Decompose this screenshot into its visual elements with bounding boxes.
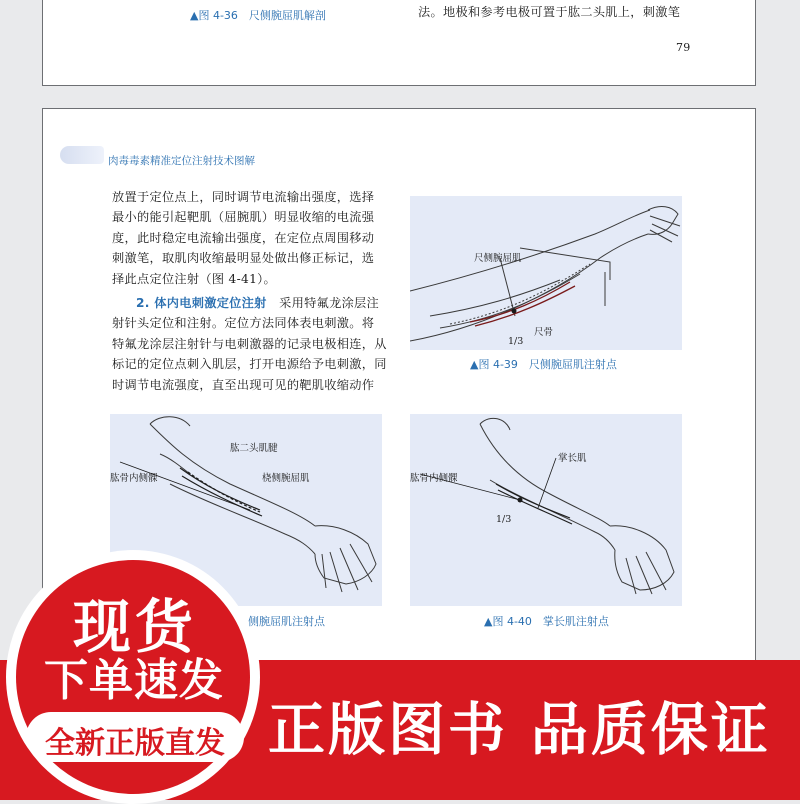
label-fraction: 1/3 xyxy=(508,336,524,347)
paragraph-1-line: 刺激笔，取肌肉收缩最明显处做出修正标记，选 xyxy=(112,251,375,266)
paragraph-1-line: 择此点定位注射（图 4-41）。 xyxy=(112,271,277,286)
page-number: 79 xyxy=(676,41,691,54)
paragraph-2-line: 特氟龙涂层注射针与电刺激器的记录电极相连，从 xyxy=(112,336,387,351)
header-decoration xyxy=(60,146,104,164)
label-muscle: 掌长肌 xyxy=(558,453,587,464)
injection-point-marker xyxy=(518,498,523,503)
figure-4-40-illustration xyxy=(410,414,682,606)
paragraph-1 xyxy=(112,187,392,395)
paragraph-2-first-text: 采用特氟龙涂层注 xyxy=(266,296,380,311)
figure-4-39-illustration xyxy=(410,196,682,350)
paragraph-2-line: 时调节电流强度，直至出现可见的靶肌收缩动作 xyxy=(112,377,375,392)
promo-badge-line2: 下单速发 xyxy=(44,655,224,706)
paragraph-2-heading: 2. 体内电刺激定位注射 xyxy=(136,296,267,311)
figure-caption-4-36: ▲图 4-36 尺侧腕屈肌解剖 xyxy=(190,9,326,22)
label-fraction: 1/3 xyxy=(496,514,512,525)
figure-caption-4-39: ▲图 4-39 尺侧腕屈肌注射点 xyxy=(470,358,617,371)
label-biceps-tendon: 肱二头肌腱 xyxy=(230,443,278,454)
top-page-text-line: 法。地极和参考电极可置于肱二头肌上，刺激笔 xyxy=(418,5,681,19)
arm-drawing xyxy=(410,414,682,606)
label-muscle: 桡侧腕屈肌 xyxy=(262,473,310,484)
paragraph-2-line: 射针头定位和注射。定位方法同体表电刺激。将 xyxy=(112,316,375,331)
promo-badge-line1: 现货 xyxy=(72,593,197,661)
promo-badge-pill-text: 全新正版直发 xyxy=(45,726,225,761)
injection-point-marker xyxy=(512,309,517,314)
figure-caption-4-41: 侧腕屈肌注射点 xyxy=(248,615,325,628)
paragraph-1-line: 最小的能引起靶肌（屈腕肌）明显收缩的电流强 xyxy=(112,210,375,225)
paragraph-2-line: 标记的定位点刺入肌层，打开电源给予电刺激，同 xyxy=(112,357,387,372)
paragraph-1-line: 度，此时稳定电流输出强度，在定位点周围移动 xyxy=(112,230,375,245)
promo-banner-text: 正版图书 品质保证 xyxy=(268,697,771,763)
label-muscle: 尺侧腕屈肌 xyxy=(474,253,522,264)
label-medial-epicondyle: 肱骨内侧髁 xyxy=(110,473,158,484)
figure-caption-4-40: ▲图 4-40 掌长肌注射点 xyxy=(484,615,609,628)
label-bone: 尺骨 xyxy=(534,327,554,338)
paragraph-1-line: 放置于定位点上，同时调节电流输出强度，选择 xyxy=(112,190,375,204)
paragraph-2-first-line xyxy=(112,293,392,313)
label-medial-epicondyle: 肱骨内侧髁 xyxy=(410,473,458,484)
running-header: 肉毒毒素精准定位注射技术图解 xyxy=(108,155,255,167)
